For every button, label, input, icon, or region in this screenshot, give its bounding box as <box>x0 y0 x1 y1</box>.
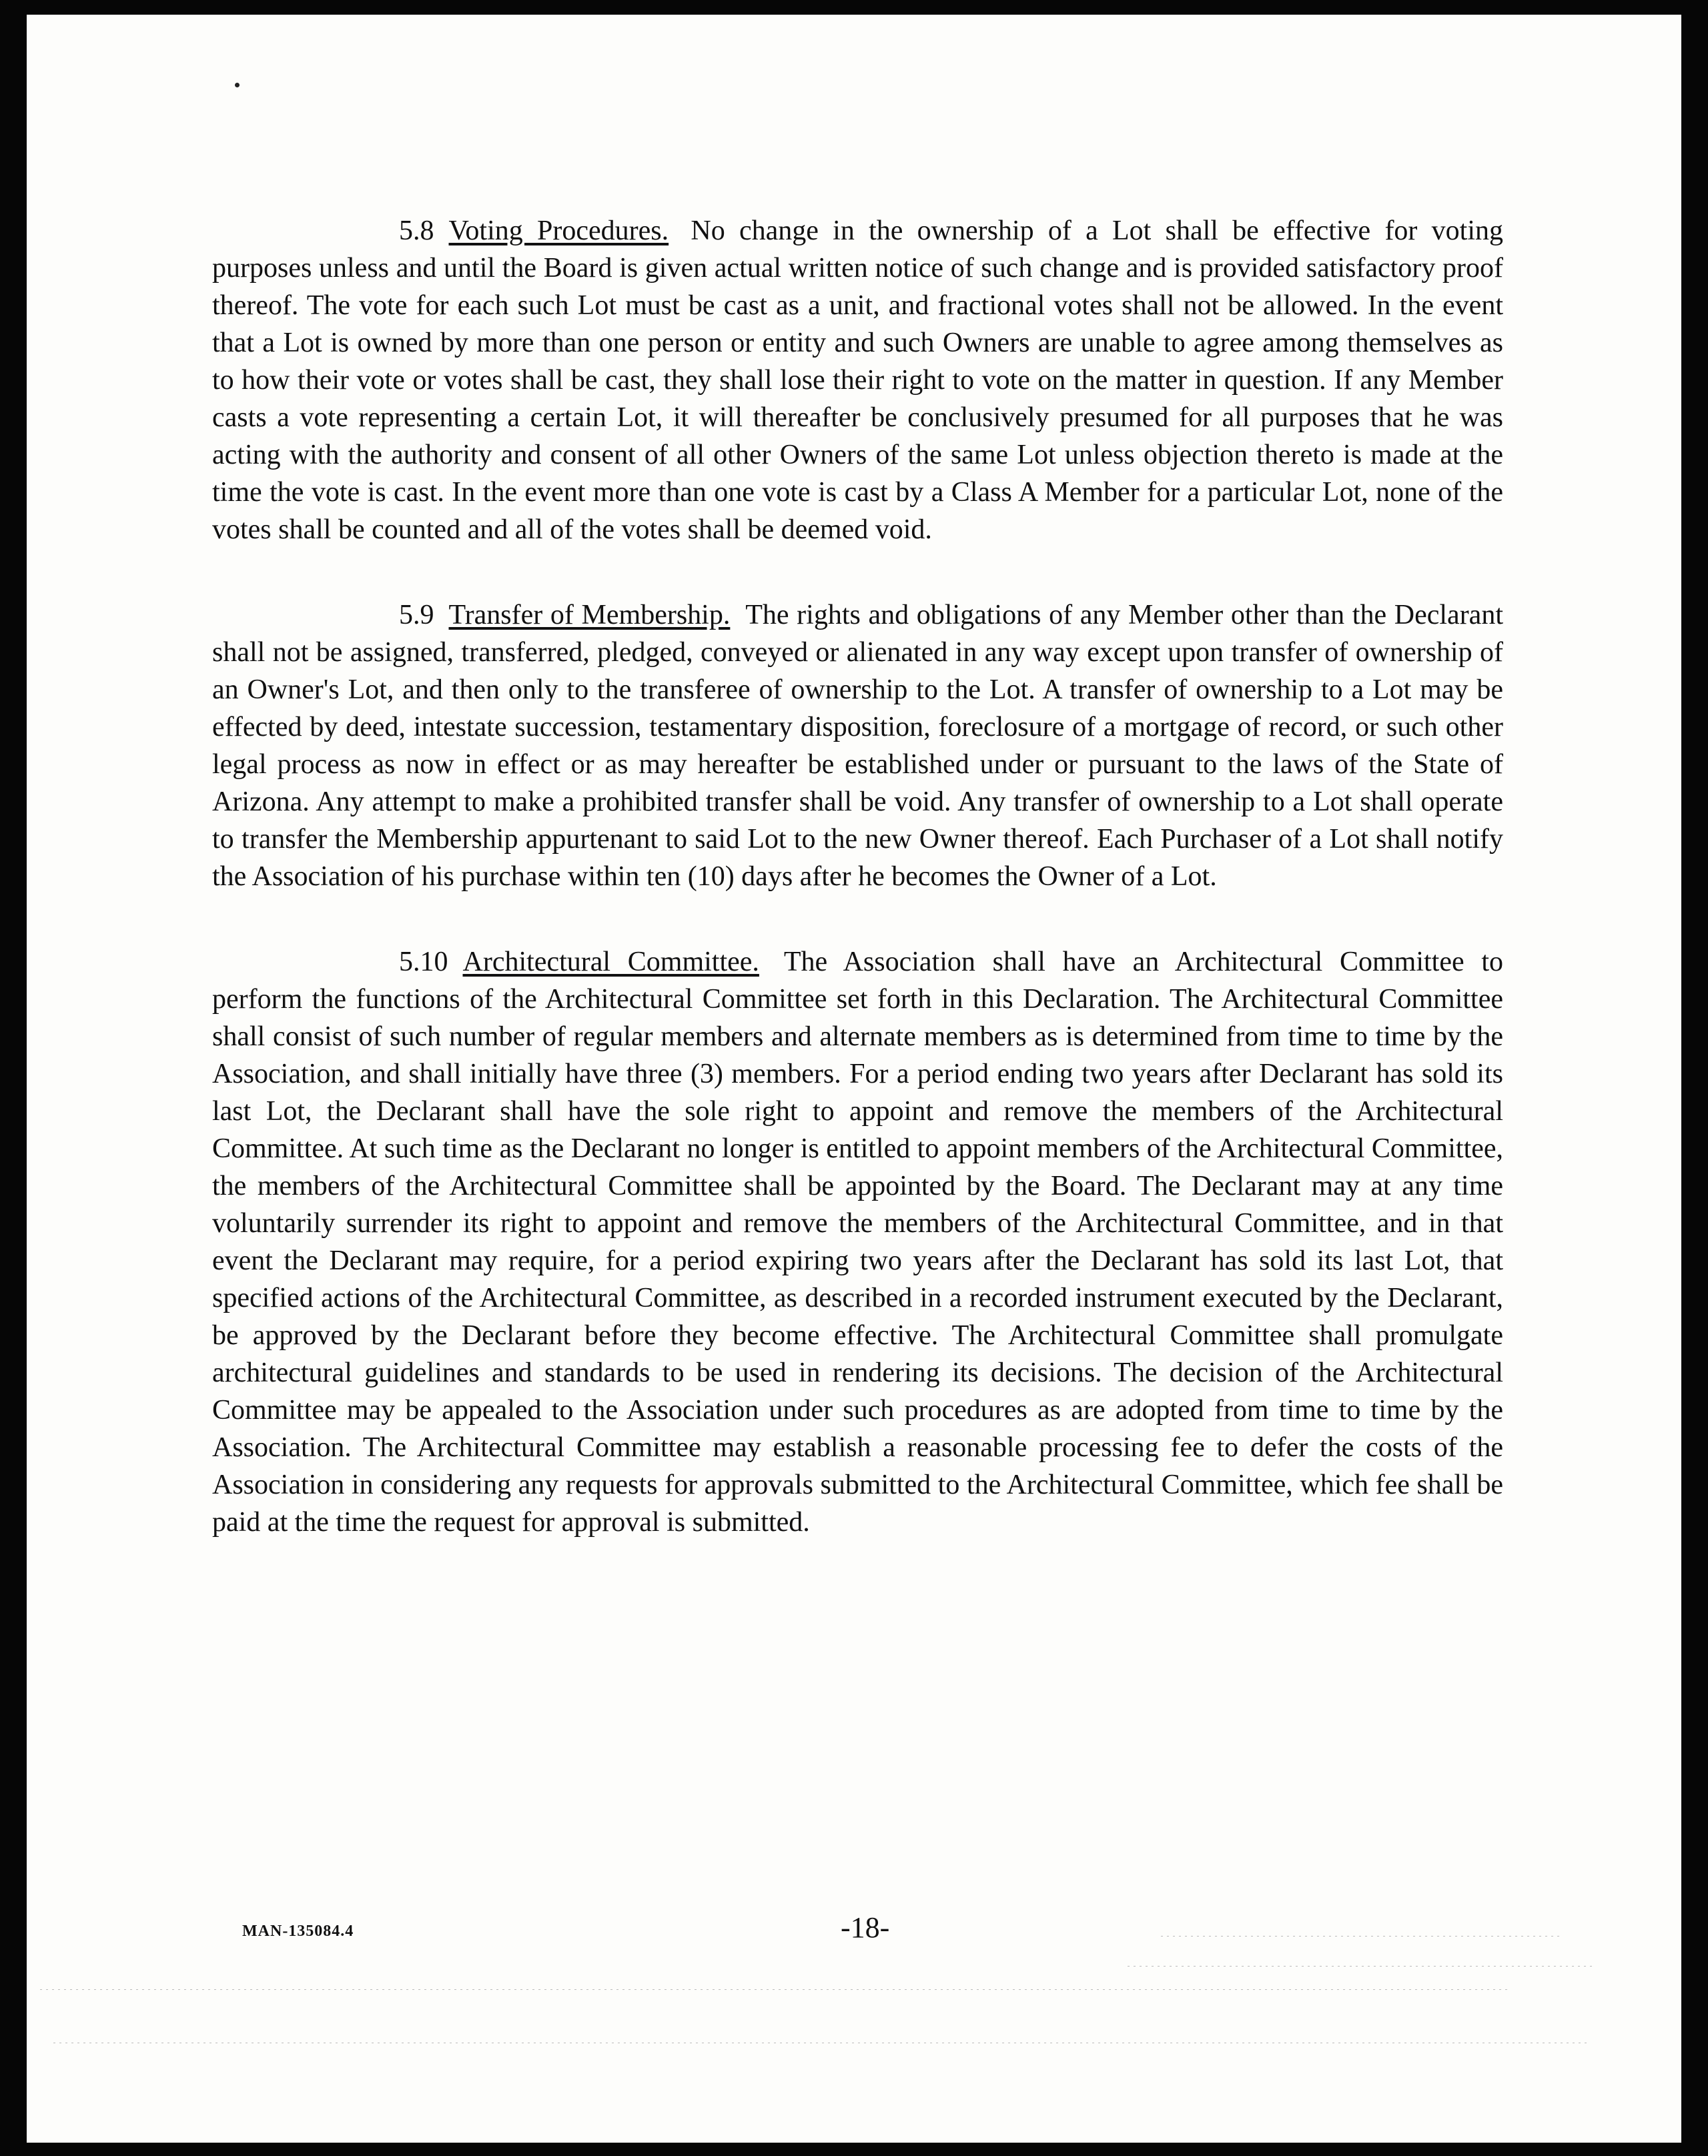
document-body <box>212 212 1503 1589</box>
section-title: Voting Procedures. <box>448 215 669 246</box>
section-5-8 <box>212 212 1503 548</box>
section-5-10 <box>212 943 1503 1541</box>
section-5-9 <box>212 596 1503 895</box>
section-number: 5.9 <box>399 600 434 630</box>
section-body: No change in the ownership of a Lot shall be effective for voting purposes unless and until the Board is given actual written notice of such change and is provided satisfactory proof thereof. The vote for each such Lot must be cast as a unit, and fractional votes shall not be allowed. In the event that a Lot is owned by more than one person or entity and such Owners are unable to agree among themselves as to how their vote or votes shall be cast, they shall lose their right to vote on the matter in question. If any Member casts a vote representing a certain Lot, it will thereafter be conclusively presumed for all purposes that he was acting with the authority and consent of all other Owners of the same Lot unless objection thereto is made at the time the vote is cast. In the event more than one vote is cast by a Class A Member for a particular Lot, none of the votes shall be counted and all of the votes shall be deemed void. <box>212 215 1504 545</box>
section-body: The Association shall have an Architectural Committee to perform the functions of the Architectural Committee set forth in this Declaration. The Architectural Committee shall consist of such number of regular members and alternate members as is determined from time to time by the Association, and shall initially have three (3) members. For a period ending two years after Declarant has sold its last Lot, the Declarant shall have the sole right to appoint and remove the members of the Architectural Committee. At such time as the Declarant no longer is entitled to appoint members of the Architectural Committee, the members of the Architectural Committee shall be appointed by the Board. The Declarant may at any time voluntarily surrender its right to appoint and remove the members of the Architectural Committee, and in that event the Declarant may require, for a period expiring two years after the Declarant has sold its last Lot, that specified actions of the Architectural Committee, as described in a recorded instrument executed by the Declarant, be approved by the Declarant before they become effective. The Architectural Committee shall promulgate architectural guidelines and standards to be used in rendering its decisions. The decision of the Architectural Committee may be appealed to the Association under such procedures as are adopted from time to time by the Association. The Architectural Committee may establish a reasonable processing fee to defer the costs of the Association in considering any requests for approvals submitted to the Architectural Committee, which fee shall be paid at the time the request for approval is submitted. <box>212 947 1504 1538</box>
scan-noise <box>1128 1966 1595 1967</box>
scan-noise <box>40 1989 1508 1990</box>
section-body: The rights and obligations of any Member other than the Declarant shall not be assigned, transferred, pledged, conveyed or alienated in any way except upon transfer of ownership of an Owner's Lot, and then only to the transferee of ownership to the Lot. A transfer of ownership to a Lot may be effected by deed, intestate succession, testamentary disposition, foreclosure of a mortgage of record, or such other legal process as now in effect or as may hereafter be established under or pursuant to the laws of the State of Arizona. Any attempt to make a prohibited transfer shall be void. Any transfer of ownership to a Lot shall operate to transfer the Membership appurtenant to said Lot to the new Owner thereof. Each Purchaser of a Lot shall notify the Association of his purchase within ten (10) days after he becomes the Owner of a Lot. <box>212 600 1503 892</box>
scan-speck <box>235 83 240 87</box>
section-title: Transfer of Membership. <box>448 600 731 630</box>
page-number: -18- <box>841 1911 890 1944</box>
page-footer <box>212 1911 1503 1951</box>
section-number: 5.10 <box>399 947 448 977</box>
document-page <box>27 15 1681 2143</box>
section-number: 5.8 <box>399 215 434 246</box>
document-code: MAN-135084.4 <box>242 1923 354 1940</box>
section-title: Architectural Committee. <box>462 947 759 977</box>
